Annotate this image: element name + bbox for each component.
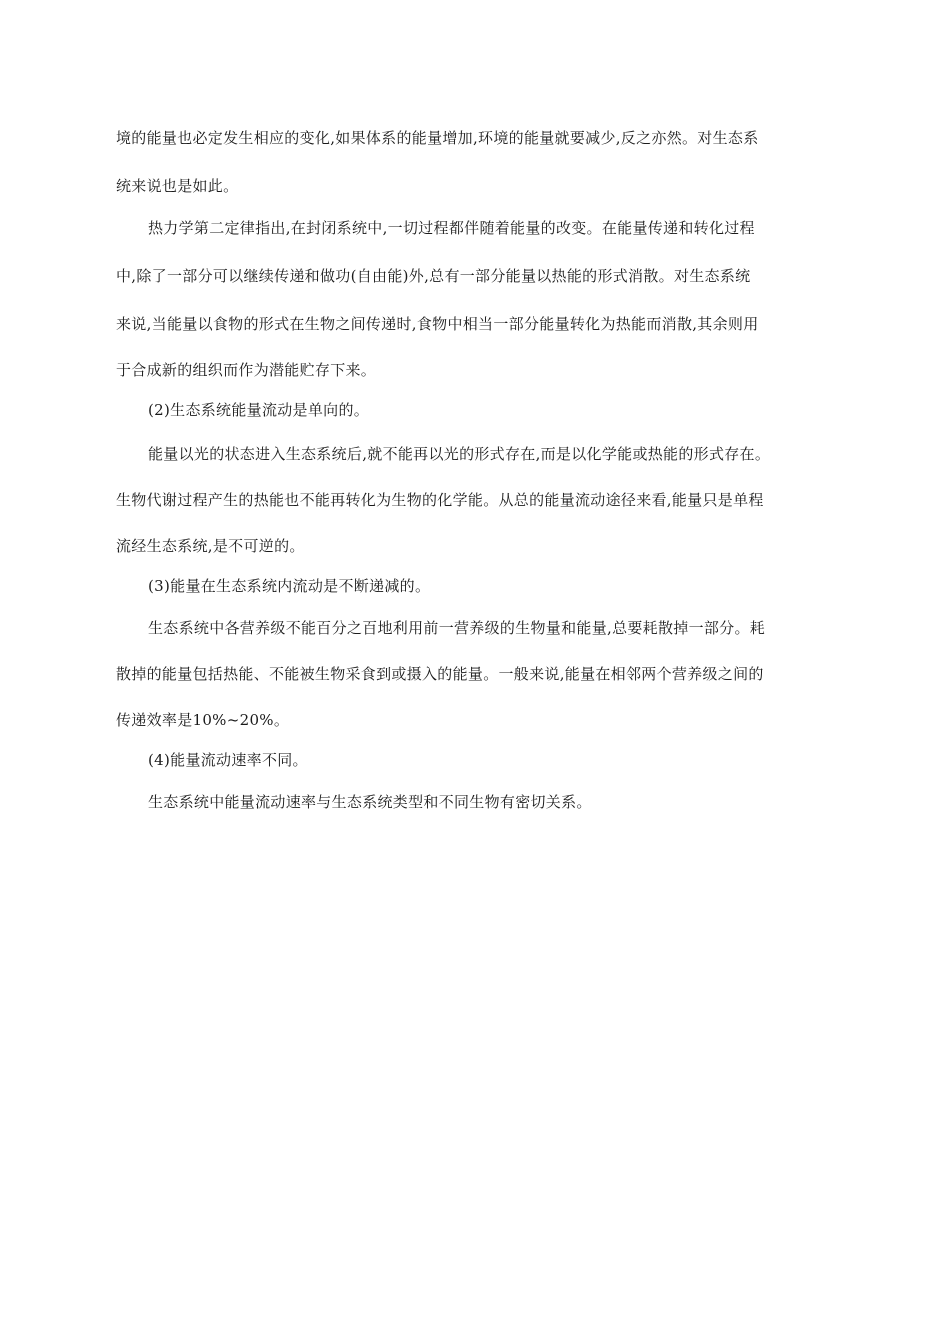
text-line: 生物代谢过程产生的热能也不能再转化为生物的化学能。从总的能量流动途径来看,能量只是单程 xyxy=(116,491,764,509)
text-line: 来说,当能量以食物的形式在生物之间传递时,食物中相当一部分能量转化为热能而消散,其余则用 xyxy=(116,315,759,333)
text-line: 传递效率是10%~20%。 xyxy=(116,711,290,729)
section-heading: (3)能量在生态系统内流动是不断递减的。 xyxy=(148,577,431,595)
section-heading: (2)生态系统能量流动是单向的。 xyxy=(148,401,370,419)
text-line: 生态系统中能量流动速率与生态系统类型和不同生物有密切关系。 xyxy=(148,793,592,811)
text-line: 境的能量也必定发生相应的变化,如果体系的能量增加,环境的能量就要减少,反之亦然。对生态系 xyxy=(116,129,759,147)
text-line: 统来说也是如此。 xyxy=(116,177,239,195)
text-line: 于合成新的组织而作为潜能贮存下来。 xyxy=(116,361,377,379)
text-line: 热力学第二定律指出,在封闭系统中,一切过程都伴随着能量的改变。在能量传递和转化过程 xyxy=(148,219,755,237)
text-line: 能量以光的状态进入生态系统后,就不能再以光的形式存在,而是以化学能或热能的形式存在。 xyxy=(148,445,771,463)
text-line: 中,除了一部分可以继续传递和做功(自由能)外,总有一部分能量以热能的形式消散。对生态系统 xyxy=(116,267,751,285)
text-line: 流经生态系统,是不可逆的。 xyxy=(116,537,305,555)
section-heading: (4)能量流动速率不同。 xyxy=(148,751,308,769)
text-line: 生态系统中各营养级不能百分之百地利用前一营养级的生物量和能量,总要耗散掉一部分。耗 xyxy=(148,619,766,637)
text-line: 散掉的能量包括热能、不能被生物采食到或摄入的能量。一般来说,能量在相邻两个营养级之间的 xyxy=(116,665,764,683)
